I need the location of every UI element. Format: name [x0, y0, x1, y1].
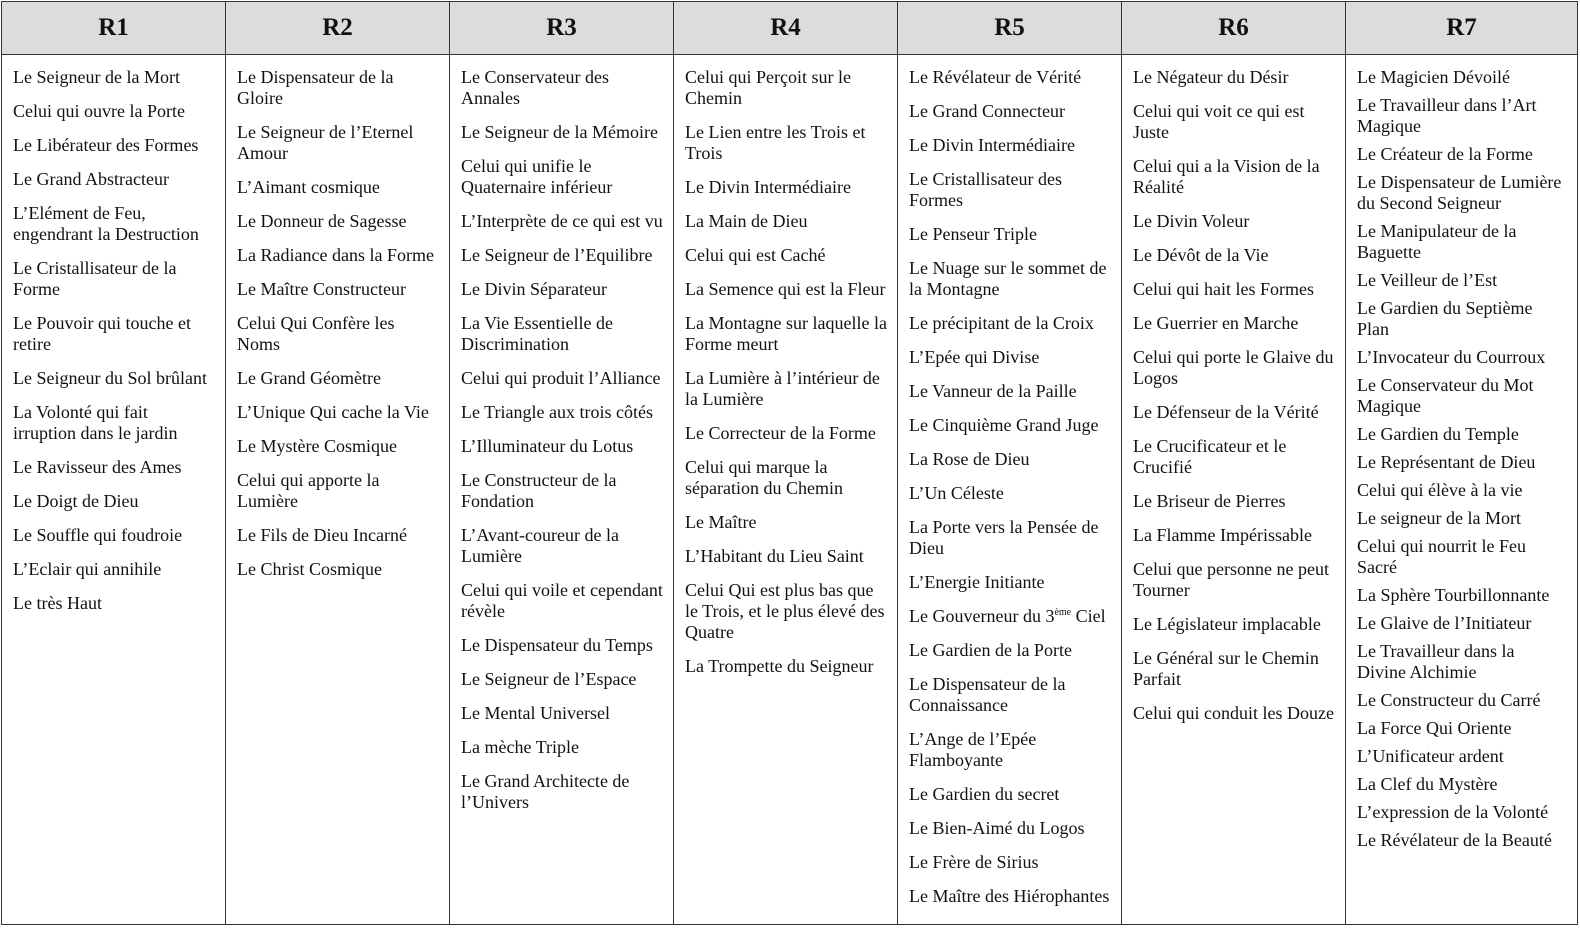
list-item-text: Le Briseur de Pierres: [1133, 491, 1286, 511]
list-item: [13, 169, 215, 190]
list-item: [1357, 270, 1567, 291]
list-item-text: La Rose de Dieu: [909, 449, 1030, 469]
list-item: [237, 122, 439, 164]
rays-table: [1, 1, 1578, 925]
column-r6: [1122, 55, 1346, 925]
list-item-text: Le Seigneur de l’Eternel Amour: [237, 122, 414, 163]
list-item: [1133, 491, 1335, 512]
list-item: [1133, 313, 1335, 334]
list-item-text: Le Révélateur de Vérité: [909, 67, 1082, 87]
list-item: [1357, 144, 1567, 165]
list-item-text: Celui qui est Caché: [685, 245, 826, 265]
list-item-text: Celui qui hait les Formes: [1133, 279, 1314, 299]
list-item-text: Celui qui marque la séparation du Chemin: [685, 457, 843, 498]
header-r1: R1: [2, 2, 226, 55]
list-item: [13, 101, 215, 122]
list-item: [237, 177, 439, 198]
list-item-text: La Trompette du Seigneur: [685, 656, 874, 676]
list-item-text: Le Dispensateur de la Gloire: [237, 67, 394, 108]
list-item: [909, 886, 1111, 907]
list-item: [461, 580, 663, 622]
list-item-text: L’Unique Qui cache la Vie: [237, 402, 429, 422]
list-item: [909, 572, 1111, 593]
list-item: [909, 381, 1111, 402]
list-item: [685, 211, 887, 232]
table-header: [2, 2, 1578, 55]
list-item: [461, 737, 663, 758]
list-item: [461, 402, 663, 423]
list-item-text: Le Cristallisateur des Formes: [909, 169, 1062, 210]
list-r7: [1357, 67, 1567, 851]
list-item-text: Le Divin Séparateur: [461, 279, 607, 299]
list-item: [909, 674, 1111, 716]
list-item: [1133, 347, 1335, 389]
list-item-text: L’Unificateur ardent: [1357, 746, 1504, 766]
list-item: [1133, 279, 1335, 300]
list-item-text: Le Gardien du secret: [909, 784, 1060, 804]
list-item: [909, 258, 1111, 300]
list-item-text: Le Divin Intermédiaire: [909, 135, 1075, 155]
list-item: [685, 313, 887, 355]
list-item: [461, 525, 663, 567]
list-item-text: Le Manipulateur de la Baguette: [1357, 221, 1517, 262]
list-item-text: Celui qui produit l’Alliance: [461, 368, 661, 388]
list-item: [909, 135, 1111, 156]
list-item-text: Le Frère de Sirius: [909, 852, 1039, 872]
list-item: [1357, 641, 1567, 683]
list-item: [237, 313, 439, 355]
column-r5: [898, 55, 1122, 925]
body-row: [2, 55, 1578, 925]
rays-table-container: [1, 1, 1577, 925]
list-item-text: Celui qui apporte la Lumière: [237, 470, 380, 511]
list-item: [461, 211, 663, 232]
list-item: [1357, 690, 1567, 711]
list-item-text: Le Grand Géomètre: [237, 368, 381, 388]
list-item: [1133, 156, 1335, 198]
list-item-text: La Clef du Mystère: [1357, 774, 1498, 794]
list-item: [1357, 452, 1567, 473]
list-item: [1357, 95, 1567, 137]
list-item-text: Le Glaive de l’Initiateur: [1357, 613, 1532, 633]
list-item: [1357, 718, 1567, 739]
list-item-text: La Lumière à l’intérieur de la Lumière: [685, 368, 880, 409]
list-item: [13, 559, 215, 580]
list-item: [237, 470, 439, 512]
list-item: [461, 436, 663, 457]
list-r4: [685, 67, 887, 677]
list-item: [13, 402, 215, 444]
list-item: [909, 67, 1111, 88]
list-item-text: Le Donneur de Sagesse: [237, 211, 407, 231]
list-item-text: Le Conservateur du Mot Magique: [1357, 375, 1534, 416]
list-item-text: Le Pouvoir qui touche et retire: [13, 313, 191, 354]
list-item: [461, 67, 663, 109]
list-item: [1357, 802, 1567, 823]
list-item-text: Celui qui porte le Glaive du Logos: [1133, 347, 1334, 388]
list-item-text: L’Avant-coureur de la Lumière: [461, 525, 619, 566]
list-r2: [237, 67, 439, 580]
list-item-text: Le Seigneur de la Mémoire: [461, 122, 658, 142]
list-item-text: Le Bien-Aimé du Logos: [909, 818, 1085, 838]
list-item-text: Le Correcteur de la Forme: [685, 423, 876, 443]
list-item-text: Le Conservateur des Annales: [461, 67, 609, 108]
list-item-text: Le Maître: [685, 512, 757, 532]
list-item: [461, 156, 663, 198]
list-item-text: Le Seigneur de l’Equilibre: [461, 245, 653, 265]
list-item-text: Le Grand Connecteur: [909, 101, 1065, 121]
list-item: [685, 368, 887, 410]
list-item: [685, 457, 887, 499]
list-item-text: Le Législateur implacable: [1133, 614, 1321, 634]
table-body: [2, 55, 1578, 925]
list-item: [685, 245, 887, 266]
list-item-text: L’Aimant cosmique: [237, 177, 380, 197]
list-item-text: Le Penseur Triple: [909, 224, 1037, 244]
list-item-text: Le Maître des Hiérophantes: [909, 886, 1110, 906]
list-item: [237, 559, 439, 580]
list-item-text: La Flamme Impérissable: [1133, 525, 1312, 545]
list-item-text: La Vie Essentielle de Discrimination: [461, 313, 614, 354]
list-item-text: Celui qui conduit les Douze: [1133, 703, 1334, 723]
list-item: [909, 784, 1111, 805]
list-item: [909, 449, 1111, 470]
list-item: [1357, 375, 1567, 417]
list-item-text: Le Défenseur de la Vérité: [1133, 402, 1319, 422]
list-item-text: Celui qui ouvre la Porte: [13, 101, 185, 121]
list-item-text: Le Dispensateur de la Connaissance: [909, 674, 1066, 715]
list-item: [13, 67, 215, 88]
list-item-text: Le Travailleur dans l’Art Magique: [1357, 95, 1537, 136]
list-item: [1357, 536, 1567, 578]
list-item-text: Le Divin Voleur: [1133, 211, 1250, 231]
list-item-text: La Semence qui est la Fleur: [685, 279, 886, 299]
list-item-text: Le Ravisseur des Ames: [13, 457, 182, 477]
list-item: [1357, 746, 1567, 767]
ordinal-superscript: ème: [1054, 607, 1072, 618]
list-item: [685, 546, 887, 567]
list-item: [1133, 245, 1335, 266]
column-r1: [2, 55, 226, 925]
list-item-text: La Porte vers la Pensée de Dieu: [909, 517, 1099, 558]
list-item: [1357, 585, 1567, 606]
list-item-text: Le Cristallisateur de la Forme: [13, 258, 177, 299]
header-r4: R4: [674, 2, 898, 55]
list-item: [685, 656, 887, 677]
list-item-text: La Sphère Tourbillonnante: [1357, 585, 1550, 605]
list-item: [461, 245, 663, 266]
list-item: [685, 423, 887, 444]
list-item-text: Le Magicien Dévoilé: [1357, 67, 1510, 87]
list-r3: [461, 67, 663, 813]
list-item: [1133, 614, 1335, 635]
list-item-text: Le Seigneur de l’Espace: [461, 669, 637, 689]
header-row: [2, 2, 1578, 55]
list-item-text: Le Travailleur dans la Divine Alchimie: [1357, 641, 1515, 682]
header-r2: R2: [226, 2, 450, 55]
header-r6: R6: [1122, 2, 1346, 55]
list-item: [1357, 172, 1567, 214]
list-item-text: Le Grand Abstracteur: [13, 169, 169, 189]
list-item-text: Le Christ Cosmique: [237, 559, 382, 579]
list-item-text: Le précipitant de la Croix: [909, 313, 1094, 333]
list-item: [1357, 613, 1567, 634]
list-item-text: Le Constructeur de la Fondation: [461, 470, 617, 511]
list-item-text: Celui que personne ne peut Tourner: [1133, 559, 1329, 600]
column-r2: [226, 55, 450, 925]
list-item: [909, 169, 1111, 211]
list-item: [685, 122, 887, 164]
list-item: [13, 368, 215, 389]
list-item-text: Le Mystère Cosmique: [237, 436, 397, 456]
list-r5: [909, 67, 1111, 907]
list-item-text: Le Divin Intermédiaire: [685, 177, 851, 197]
list-item: [1133, 436, 1335, 478]
list-item-text: La Force Qui Oriente: [1357, 718, 1512, 738]
list-item: [1357, 830, 1567, 851]
list-item-text: Le Libérateur des Formes: [13, 135, 199, 155]
list-item: [909, 415, 1111, 436]
list-item: [685, 177, 887, 198]
list-item-text: Le Veilleur de l’Est: [1357, 270, 1498, 290]
list-item: [909, 729, 1111, 771]
list-item: [1133, 101, 1335, 143]
list-item-text: Le Lien entre les Trois et Trois: [685, 122, 866, 163]
list-item: [461, 703, 663, 724]
list-item: [685, 580, 887, 643]
list-item: [13, 135, 215, 156]
list-item-text: Celui qui Perçoit sur le Chemin: [685, 67, 851, 108]
list-item-text: Le Crucificateur et le Crucifié: [1133, 436, 1287, 477]
list-item-text: L’Ange de l’Epée Flamboyante: [909, 729, 1037, 770]
list-item-text: L’Elément de Feu, engendrant la Destruction: [13, 203, 199, 244]
list-item-text: L’expression de la Volonté: [1357, 802, 1549, 822]
list-item: [237, 67, 439, 109]
list-item: [237, 402, 439, 423]
list-item-text: Le Créateur de la Forme: [1357, 144, 1533, 164]
list-item-text: Le Gouverneur du 3: [909, 606, 1055, 626]
list-item: [909, 640, 1111, 661]
list-item-text: Le Souffle qui foudroie: [13, 525, 183, 545]
list-item-text: Celui Qui est plus bas que le Trois, et le plus élevé des Quatre: [685, 580, 885, 642]
header-r3: R3: [450, 2, 674, 55]
list-item-text: Le Négateur du Désir: [1133, 67, 1289, 87]
list-item: [909, 224, 1111, 245]
list-item: [461, 470, 663, 512]
list-item-text: La Montagne sur laquelle la Forme meurt: [685, 313, 887, 354]
list-item: [1357, 424, 1567, 445]
list-item: [1357, 298, 1567, 340]
list-item-text: Le Dévôt de la Vie: [1133, 245, 1269, 265]
list-item-text: Le Général sur le Chemin Parfait: [1133, 648, 1319, 689]
list-item-text: Le Guerrier en Marche: [1133, 313, 1299, 333]
list-item-text: Celui qui voile et cependant révèle: [461, 580, 663, 621]
list-item-text: Celui qui nourrit le Feu Sacré: [1357, 536, 1526, 577]
list-item-text: Celui qui unifie le Quaternaire inférieur: [461, 156, 613, 197]
list-item-text: Celui qui élève à la vie: [1357, 480, 1523, 500]
header-r7: R7: [1346, 2, 1578, 55]
list-item-text: La Main de Dieu: [685, 211, 808, 231]
header-r5: R5: [898, 2, 1122, 55]
list-item: [685, 67, 887, 109]
list-item-tail: Ciel: [1071, 606, 1106, 626]
list-item-text: Le Maître Constructeur: [237, 279, 406, 299]
list-r1: [13, 67, 215, 614]
list-item-text: Le Cinquième Grand Juge: [909, 415, 1099, 435]
list-item-text: Celui qui a la Vision de la Réalité: [1133, 156, 1320, 197]
list-item-text: L’Energie Initiante: [909, 572, 1045, 592]
list-item: [237, 525, 439, 546]
list-item-text: Le Seigneur de la Mort: [13, 67, 180, 87]
list-item-text: Le Révélateur de la Beauté: [1357, 830, 1552, 850]
list-item: [461, 368, 663, 389]
list-item: [1133, 559, 1335, 601]
list-item: [1357, 508, 1567, 529]
list-item: [237, 436, 439, 457]
list-item: [13, 525, 215, 546]
list-item: [685, 512, 887, 533]
list-item: [685, 279, 887, 300]
list-item: [13, 203, 215, 245]
list-item: [909, 818, 1111, 839]
list-item-text: L’Illuminateur du Lotus: [461, 436, 634, 456]
list-item: [1357, 347, 1567, 368]
list-item-text: Le Doigt de Dieu: [13, 491, 139, 511]
list-item: [1133, 703, 1335, 724]
list-item-text: L’Eclair qui annihile: [13, 559, 162, 579]
list-item: [237, 245, 439, 266]
list-item-text: Le Dispensateur du Temps: [461, 635, 653, 655]
list-item-text: Le seigneur de la Mort: [1357, 508, 1521, 528]
list-item-text: Celui Qui Confère les Noms: [237, 313, 395, 354]
list-item: [1133, 648, 1335, 690]
list-item-text: Le Gardien du Temple: [1357, 424, 1519, 444]
list-item: [1357, 221, 1567, 263]
list-item-text: Le Gardien du Septième Plan: [1357, 298, 1533, 339]
column-r3: [450, 55, 674, 925]
list-item: [909, 313, 1111, 334]
column-r4: [674, 55, 898, 925]
list-item: [1357, 774, 1567, 795]
list-item-text: Le Seigneur du Sol brûlant: [13, 368, 207, 388]
list-item-text: Le Dispensateur de Lumière du Second Seigneur: [1357, 172, 1562, 213]
list-item: [13, 593, 215, 614]
list-item: [909, 852, 1111, 873]
list-item-text: La Radiance dans la Forme: [237, 245, 434, 265]
list-item-text: Celui qui voit ce qui est Juste: [1133, 101, 1305, 142]
list-item-text: La mèche Triple: [461, 737, 579, 757]
list-item: [461, 669, 663, 690]
list-item-text: L’Epée qui Divise: [909, 347, 1040, 367]
list-item-text: La Volonté qui fait irruption dans le jardin: [13, 402, 178, 443]
list-item: [13, 457, 215, 478]
list-item-text: Le Nuage sur le sommet de la Montagne: [909, 258, 1107, 299]
list-item: [13, 313, 215, 355]
list-item-text: Le Grand Architecte de l’Univers: [461, 771, 630, 812]
list-item: [1133, 402, 1335, 423]
list-item: [237, 211, 439, 232]
list-item: [461, 313, 663, 355]
list-item-text: L’Un Céleste: [909, 483, 1004, 503]
list-item: [461, 122, 663, 143]
list-item: [1133, 67, 1335, 88]
list-item: [461, 635, 663, 656]
list-item: [1357, 67, 1567, 88]
list-item-text: Le Triangle aux trois côtés: [461, 402, 653, 422]
list-item: [13, 491, 215, 512]
list-item-text: Le Constructeur du Carré: [1357, 690, 1541, 710]
list-item-text: Le Fils de Dieu Incarné: [237, 525, 407, 545]
list-item-text: Le Vanneur de la Paille: [909, 381, 1077, 401]
list-item: [461, 771, 663, 813]
list-r6: [1133, 67, 1335, 724]
list-item: [909, 101, 1111, 122]
list-item: [1357, 480, 1567, 501]
list-item-text: L’Interprète de ce qui est vu: [461, 211, 663, 231]
list-item: [909, 483, 1111, 504]
list-item-text: Le Gardien de la Porte: [909, 640, 1072, 660]
list-item: [909, 517, 1111, 559]
list-item-text: Le Mental Universel: [461, 703, 610, 723]
list-item: [909, 606, 1111, 627]
list-item-text: L’Habitant du Lieu Saint: [685, 546, 864, 566]
list-item: [237, 279, 439, 300]
list-item: [1133, 525, 1335, 546]
column-r7: [1346, 55, 1578, 925]
list-item: [909, 347, 1111, 368]
list-item: [237, 368, 439, 389]
list-item-text: Le très Haut: [13, 593, 102, 613]
list-item-text: L’Invocateur du Courroux: [1357, 347, 1546, 367]
list-item: [13, 258, 215, 300]
list-item: [1133, 211, 1335, 232]
list-item-text: Le Représentant de Dieu: [1357, 452, 1536, 472]
list-item: [461, 279, 663, 300]
